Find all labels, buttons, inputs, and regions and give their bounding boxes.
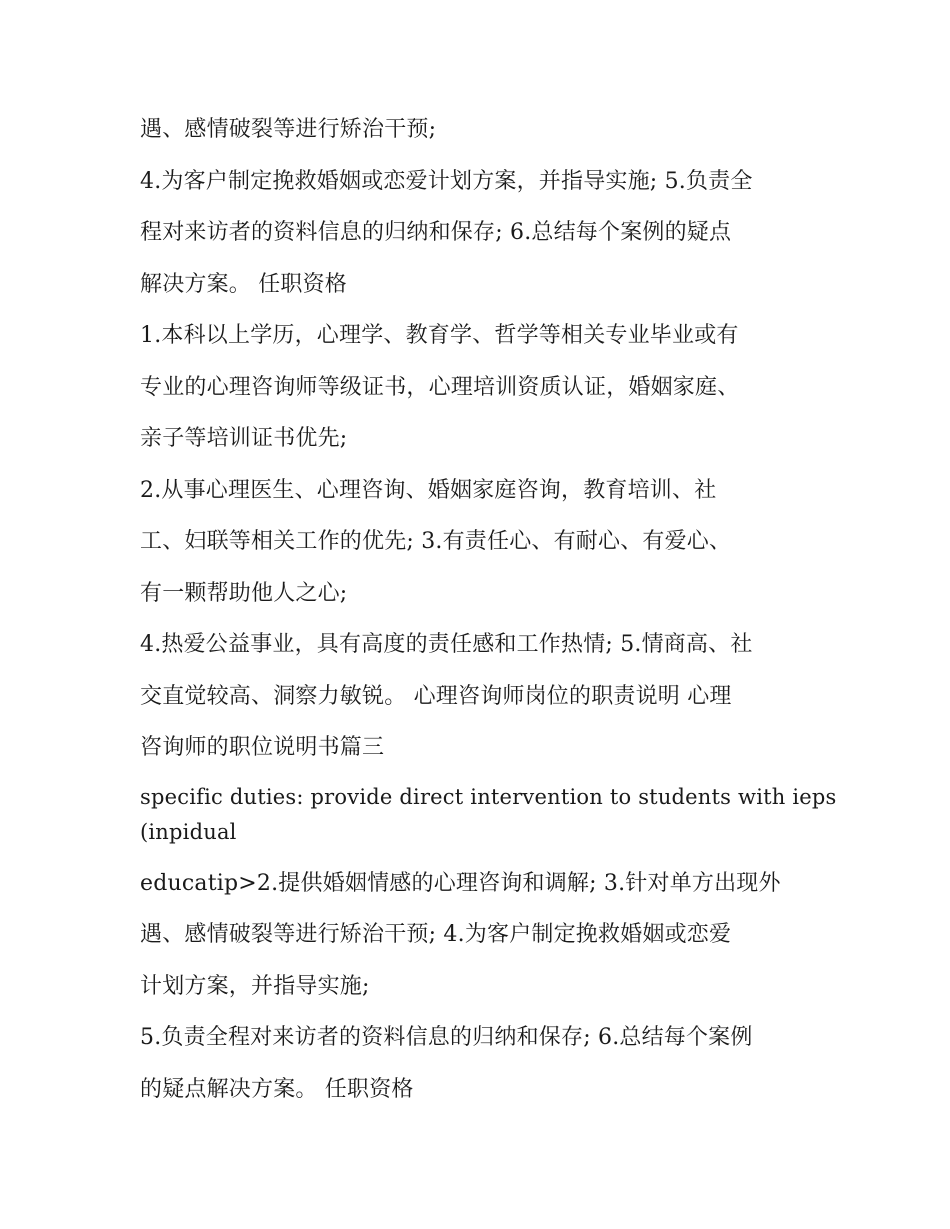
text-line: 工、妇联等相关工作的优先; 3.有责任心、有耐心、有爱心、 (140, 529, 732, 554)
text-line: 4.为客户制定挽救婚姻或恋爱计划方案，并指导实施; 5.负责全 (140, 168, 753, 194)
text-line: 1.本科以上学历，心理学、教育学、哲学等相关专业毕业或有 (140, 323, 739, 348)
text-line: 的疑点解决方案。 任职资格 (140, 1076, 414, 1102)
text-line: 解决方案。 任职资格 (140, 271, 347, 297)
document-page (140, 104, 837, 1115)
text-line: 亲子等培训证书优先; (140, 426, 348, 451)
text-line: 2.从事心理医生、心理咨询、婚姻家庭咨询，教育培训、社 (140, 477, 717, 503)
text-line: 交直觉较高、洞察力敏锐。 心理咨询师岗位的职责说明 心理 (140, 683, 732, 709)
text-line: 有一颗帮助他人之心; (140, 580, 348, 606)
text-line: (inpidual (140, 819, 237, 844)
text-line: 计划方案，并指导实施; (140, 973, 370, 999)
text-line: 5.负责全程对来访者的资料信息的归纳和保存; 6.总结每个案例 (140, 1025, 753, 1050)
text-line: 专业的心理咨询师等级证书，心理培训资质认证，婚姻家庭、 (140, 374, 740, 400)
text-line: 遇、感情破裂等进行矫治干预; 4.为客户制定挽救婚姻或恋爱 (140, 922, 732, 947)
text-line: 4.热爱公益事业，具有高度的责任感和工作热情; 5.情商高、社 (140, 632, 753, 657)
text-line: 遇、感情破裂等进行矫治干预; (140, 117, 437, 142)
text-line: 咨询师的职位说明书篇三 (140, 735, 385, 760)
text-line: specific duties: provide direct intervention to students with ieps (140, 784, 837, 809)
text-line: 程对来访者的资料信息的归纳和保存; 6.总结每个案例的疑点 (140, 220, 732, 245)
text-line: educatip>2.提供婚姻情感的心理咨询和调解; 3.针对单方出现外 (140, 870, 781, 896)
